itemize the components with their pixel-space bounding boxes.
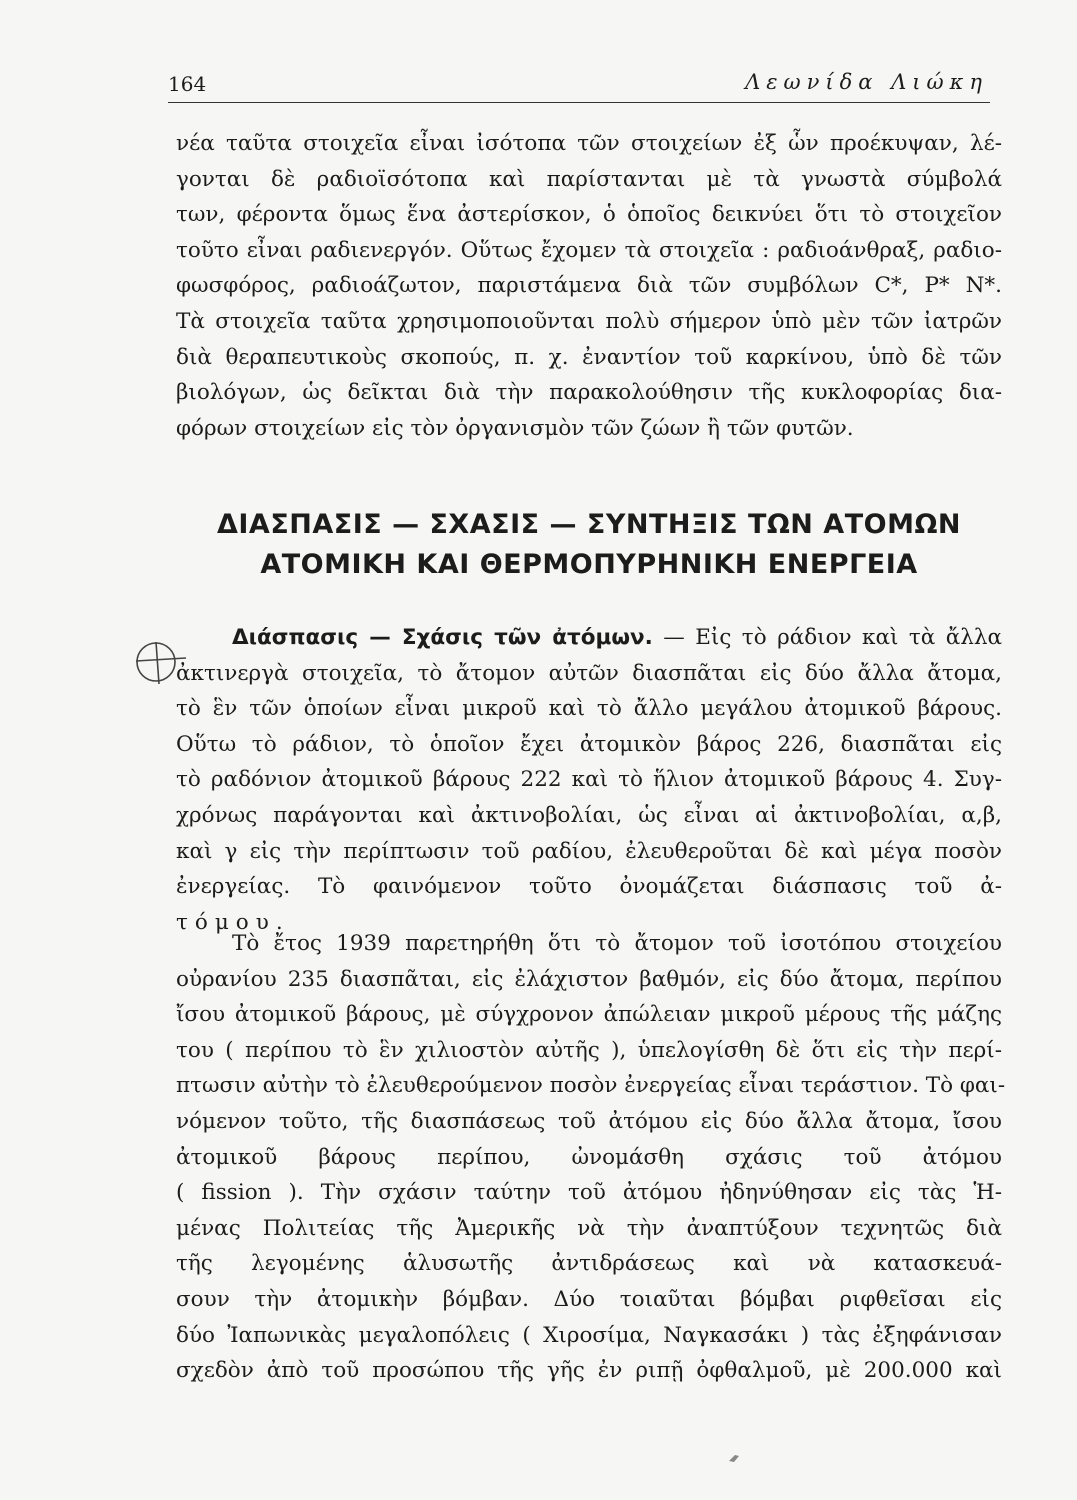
text-line: σχεδὸν ἀπὸ τοῦ προσώπου τῆς γῆς ἐν ριπῇ ὀφθαλμοῦ, μὲ 200.000 καὶ (176, 1358, 1002, 1384)
paragraph-uranium-fission (176, 926, 1006, 1389)
text-line: οὐρανίου 235 διασπᾶται, εἰς ἐλάχιστον βαθμόν, εἰς δύο ἄτομα, περίπου (176, 966, 1002, 992)
text-line: τὸ ἓν τῶν ὁποίων εἶναι μικροῦ καὶ τὸ ἄλλο μεγάλου ἀτομικοῦ βάρους. (176, 696, 1002, 722)
text-line: ἀκτινεργὰ στοιχεῖα, τὸ ἄτομον αὐτῶν διασπᾶται εἰς δύο ἄλλα ἄτομα, (176, 660, 1002, 686)
text-line: νόμενον τοῦτο, τῆς διασπάσεως τοῦ ἀτόμου εἰς δύο ἄλλα ἄτομα, ἴσου (176, 1108, 1002, 1134)
text-line: Τὸ ἔτος 1939 παρετηρήθη ὅτι τὸ ἄτομον τοῦ ἰσοτόπου στοιχείου (232, 931, 1002, 956)
section-heading-line-1: ΔΙΑΣΠΑΣΙΣ — ΣΧΑΣΙΣ — ΣΥΝΤΗΞΙΣ ΤΩΝ ΑΤΟΜΩΝ (216, 509, 961, 540)
text-fragment: — Εἰς τὸ ράδιον καὶ τὰ ἄλλα (652, 625, 1003, 650)
text-line: τῆς λεγομένης ἁλυσωτῆς ἀντιδράσεως καὶ νὰ κατασκευά- (176, 1251, 1002, 1277)
text-line: ἴσου ἀτομικοῦ βάρους, μὲ σύγχρονον ἀπώλειαν μικροῦ μέρους τῆς μάζης (176, 1002, 1002, 1028)
text-line: ἐνεργείας. Τὸ φαινόμενον τοῦτο ὀνομάζεται διάσπασις τοῦ ἀ- (176, 874, 1002, 900)
paragraph-fission (176, 620, 1002, 940)
text-line: φόρων στοιχείων εἰς τὸν ὀργανισμὸν τῶν ζώων ἢ τῶν φυτῶν. (176, 415, 854, 441)
page-number: 164 (168, 72, 207, 96)
text-line: πτωσιν αὐτὴν τὸ ἐλευθερούμενον ποσὸν ἐνεργείας εἶναι τεράστιον. Τὸ φαι- (176, 1073, 1006, 1099)
text-line: γονται δὲ ραδιοϊσότοπα καὶ παρίστανται μὲ τὰ γνωστὰ σύμβολά (176, 166, 1002, 192)
text-line: του ( περίπου τὸ ἓν χιλιοστὸν αὐτῆς ), ὑπελογίσθη δὲ ὅτι εἰς τὴν περί- (176, 1037, 1002, 1063)
paragraph-radioisotopes (176, 126, 1002, 446)
text-line: διὰ θεραπευτικοὺς σκοπούς, π. χ. ἐναντίον τοῦ καρκίνου, ὑπὸ δὲ τῶν (176, 344, 1002, 370)
page-header (168, 66, 990, 103)
text-line: τὸ ραδόνιον ἀτομικοῦ βάρους 222 καὶ τὸ ἥλιον ἀτομικοῦ βάρους 4. Συγ- (176, 767, 1002, 793)
text-line: φωσφόρος, ραδιοάζωτον, παριστάμενα διὰ τῶν συμβόλων C*, P* N*. (176, 273, 1002, 299)
text-line: χρόνως παράγονται καὶ ἀκτινοβολίαι, ὡς εἶναι αἱ ἀκτινοβολίαι, α,β, (176, 802, 1002, 828)
text-line: τοῦτο εἶναι ραδιενεργόν. Οὕτως ἔχομεν τὰ στοιχεῖα : ραδιοάνθραξ, ραδιο- (176, 237, 1002, 263)
section-heading-line-2: ΑΤΟΜΙΚΗ ΚΑΙ ΘΕΡΜΟΠΥΡΗΝΙΚΗ ΕΝΕΡΓΕΙΑ (260, 549, 918, 580)
text-line: βιολόγων, ὡς δεῖκται διὰ τὴν παρακολούθησιν τῆς κυκλοφορίας δια- (176, 380, 1002, 406)
text-line: μένας Πολιτείας τῆς Ἀμερικῆς νὰ τὴν ἀναπτύξουν τεχνητῶς διὰ (176, 1215, 1002, 1241)
ink-speck (727, 1452, 741, 1464)
section-heading (176, 505, 1002, 585)
text-line: δύο Ἰαπωνικὰς μεγαλοπόλεις ( Χιροσίμα, Ναγκασάκι ) τὰς ἐξηφάνισαν (176, 1322, 1002, 1348)
text-line: τόμου. (176, 909, 290, 935)
text-line: καὶ γ εἰς τὴν περίπτωσιν τοῦ ραδίου, ἐλευθεροῦται δὲ καὶ μέγα ποσὸν (176, 838, 1002, 864)
text-line: ( fission ). Τὴν σχάσιν ταύτην τοῦ ἀτόμου ἠδηνύθησαν εἰς τὰς Ἡ- (176, 1180, 1002, 1206)
subsection-title: Διάσπασις — Σχάσις τῶν ἀτόμων. (232, 625, 653, 650)
text-line: των, φέροντα ὅμως ἕνα ἀστερίσκον, ὁ ὁποῖος δεικνύει ὅτι τὸ στοιχεῖον (176, 202, 1002, 228)
text-line: Τὰ στοιχεῖα ταῦτα χρησιμοποιοῦνται πολὺ σήμερον ὑπὸ μὲν τῶν ἰατρῶν (176, 308, 1002, 334)
running-head: Λεωνίδα Λιώκη (745, 70, 988, 94)
text-line: νέα ταῦτα στοιχεῖα εἶναι ἰσότοπα τῶν στοιχείων ἐξ ὧν προέκυψαν, λέ- (176, 131, 1002, 156)
text-line (176, 620, 1002, 656)
text-line: Οὕτω τὸ ράδιον, τὸ ὁποῖον ἔχει ἀτομικὸν βάρος 226, διασπᾶται εἰς (176, 731, 1002, 757)
text-line: σουν τὴν ἀτομικὴν βόμβαν. Δύο τοιαῦται βόμβαι ριφθεῖσαι εἰς (176, 1286, 1002, 1312)
text-line: ἀτομικοῦ βάρους περίπου, ὠνομάσθη σχάσις τοῦ ἀτόμου (176, 1144, 1002, 1170)
